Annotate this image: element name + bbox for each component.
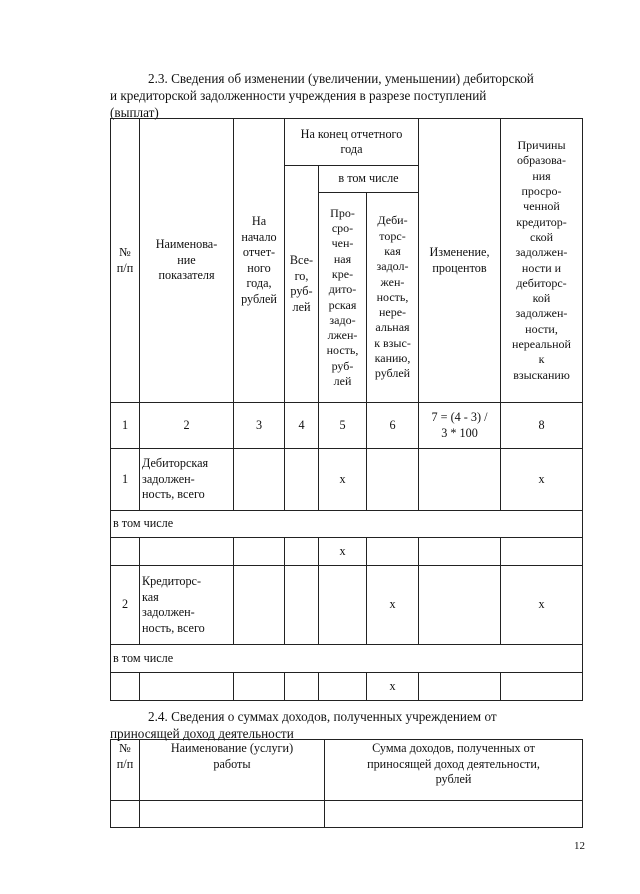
column-number-cell: 1 xyxy=(111,403,140,449)
header-reasons: Причины образова- ния просро- ченной кредитор- ской задолжен- ности и дебиторс- кой задолжен- ности, нереальной к взысканию xyxy=(501,119,583,403)
row-cell xyxy=(111,538,140,566)
row-cell xyxy=(140,673,234,701)
column-number-cell: 4 xyxy=(285,403,319,449)
table-row-including-2 xyxy=(111,645,583,673)
row-cell-mark: x xyxy=(501,566,583,645)
row-cell xyxy=(501,538,583,566)
table-row-receivables xyxy=(111,449,583,511)
row-cell xyxy=(285,673,319,701)
column-number-cell: 2 xyxy=(140,403,234,449)
row-cell xyxy=(501,673,583,701)
header-num: № п/п xyxy=(111,740,140,801)
row-cell-mark: x xyxy=(501,449,583,511)
row-cell xyxy=(367,538,419,566)
row-cell-mark: x xyxy=(367,566,419,645)
section-2-4-heading: 2.4. Сведения о суммах доходов, полученных учреждением от приносящей доход деятельности xyxy=(110,709,497,741)
row-num: 1 xyxy=(111,449,140,511)
income-table-header xyxy=(111,740,583,801)
column-numbers-row xyxy=(111,403,583,449)
row-name: Кредиторс- кая задолжен- ность, всего xyxy=(140,566,234,645)
row-cell xyxy=(419,566,501,645)
row-cell xyxy=(234,449,285,511)
column-number-cell: 3 xyxy=(234,403,285,449)
row-cell xyxy=(234,673,285,701)
table-row-payables xyxy=(111,566,583,645)
table-row-receivables-sub xyxy=(111,538,583,566)
row-cell xyxy=(140,538,234,566)
row-cell xyxy=(234,538,285,566)
table-row xyxy=(111,801,583,828)
row-cell xyxy=(419,538,501,566)
including-label: в том числе xyxy=(111,645,583,673)
row-cell-mark: x xyxy=(367,673,419,701)
row-cell xyxy=(325,801,583,828)
row-cell xyxy=(419,673,501,701)
row-cell xyxy=(234,566,285,645)
column-number-cell: 8 xyxy=(501,403,583,449)
income-table xyxy=(110,739,583,828)
column-number-formula: 7 = (4 - 3) / 3 * 100 xyxy=(419,403,501,449)
page-number: 12 xyxy=(574,840,585,852)
row-cell xyxy=(319,566,367,645)
column-number-cell: 5 xyxy=(319,403,367,449)
row-cell xyxy=(111,673,140,701)
row-cell xyxy=(419,449,501,511)
header-indicator-name: Наименова- ние показателя xyxy=(140,119,234,403)
table-row-payables-sub xyxy=(111,673,583,701)
row-num: 2 xyxy=(111,566,140,645)
receivables-payables-table xyxy=(110,118,583,701)
row-cell-mark: x xyxy=(319,538,367,566)
table-row-including-1 xyxy=(111,511,583,538)
header-start-of-year: На начало отчет- ного года, рублей xyxy=(234,119,285,403)
row-cell xyxy=(111,801,140,828)
header-income-sum: Сумма доходов, полученных от приносящей доход деятельности, рублей xyxy=(325,740,583,801)
header-overdue-payables: Про- сро- чен- ная кре- дито- рская задо- лжен- ность, руб- лей xyxy=(319,193,367,403)
header-end-of-year: На конец отчетного года xyxy=(285,119,419,166)
row-cell xyxy=(367,449,419,511)
row-name: Дебиторская задолжен- ность, всего xyxy=(140,449,234,511)
header-total: Все- го, руб- лей xyxy=(285,166,319,403)
header-change-percent: Изменение, процентов xyxy=(419,119,501,403)
header-including: в том числе xyxy=(319,166,419,193)
row-cell xyxy=(319,673,367,701)
header-num: № п/п xyxy=(111,119,140,403)
including-label: в том числе xyxy=(111,511,583,538)
row-cell xyxy=(140,801,325,828)
section-2-3-heading: 2.3. Сведения об изменении (увеличении, уменьшении) дебиторской и кредиторской задолженности учреждения в разрезе поступлений (выплат) xyxy=(110,71,534,120)
header-bad-receivables: Деби- торс- кая задол- жен- ность, нере- альная к взыс- канию, рублей xyxy=(367,193,419,403)
row-cell xyxy=(285,538,319,566)
row-cell-mark: x xyxy=(319,449,367,511)
header-service-name: Наименование (услуги) работы xyxy=(140,740,325,801)
row-cell xyxy=(285,566,319,645)
row-cell xyxy=(285,449,319,511)
column-number-cell: 6 xyxy=(367,403,419,449)
